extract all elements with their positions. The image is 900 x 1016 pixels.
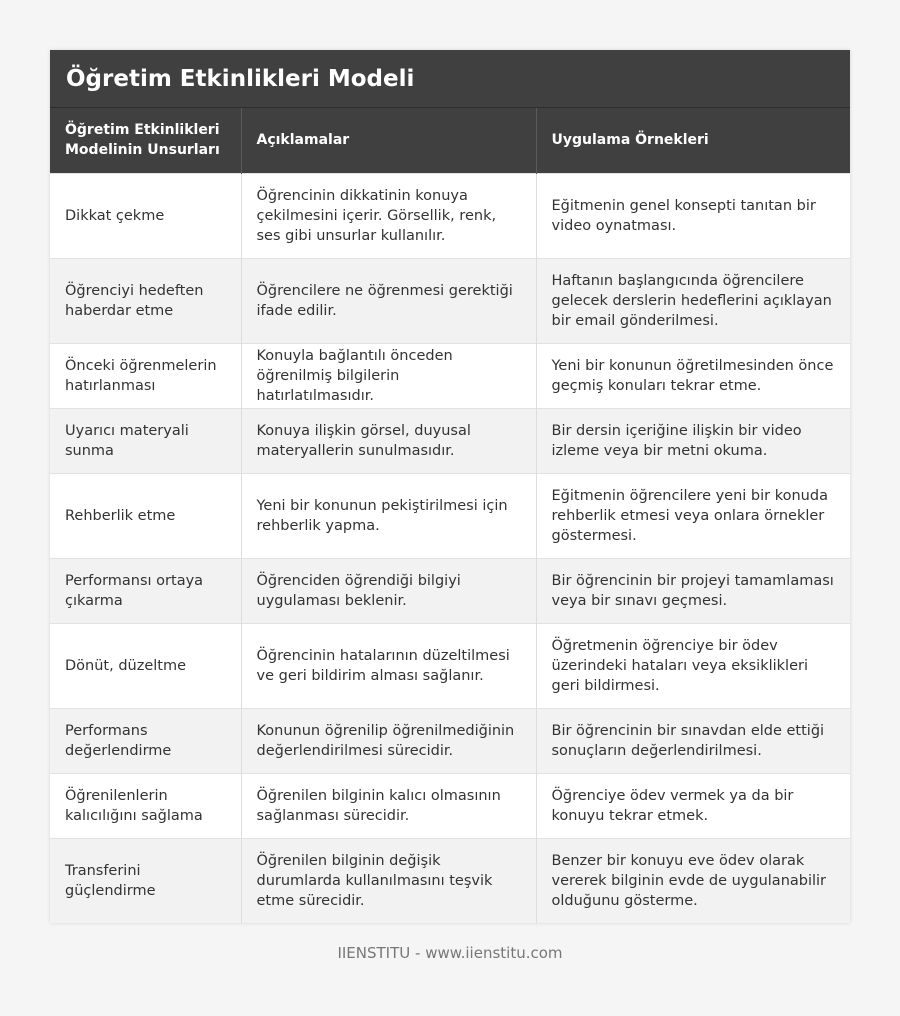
table-cell: Önceki öğrenmelerin hatırlanması (50, 343, 241, 408)
column-header-examples: Uygulama Örnekleri (536, 108, 850, 173)
table-cell: Rehberlik etme (50, 473, 241, 558)
table-title: Öğretim Etkinlikleri Modeli (50, 50, 850, 108)
table-row (50, 708, 850, 773)
column-header-elements: Öğretim Etkinlikleri Modelinin Unsurları (50, 108, 241, 173)
table-cell: Transferini güçlendirme (50, 838, 241, 923)
table-row (50, 173, 850, 258)
table-cell: Öğrenilenlerin kalıcılığını sağlama (50, 773, 241, 838)
table-row (50, 773, 850, 838)
table-row (50, 558, 850, 623)
table-cell: Öğrencinin dikkatinin konuya çekilmesini içerir. Görsellik, renk, ses gibi unsurlar kullanılır. (241, 173, 536, 258)
table-cell: Yeni bir konunun öğretilmesinden önce geçmiş konuları tekrar etme. (536, 343, 850, 408)
table-cell: Eğitmenin öğrencilere yeni bir konuda rehberlik etmesi veya onlara örnekler göstermesi. (536, 473, 850, 558)
table-cell: Öğretmenin öğrenciye bir ödev üzerindeki hataları veya eksiklikleri geri bildirmesi. (536, 623, 850, 708)
data-table (50, 108, 850, 923)
table-cell: Öğrenciyi hedeften haberdar etme (50, 258, 241, 343)
column-header-descriptions: Açıklamalar (241, 108, 536, 173)
table-cell: Bir öğrencinin bir projeyi tamamlaması veya bir sınavı geçmesi. (536, 558, 850, 623)
table-cell: Yeni bir konunun pekiştirilmesi için rehberlik yapma. (241, 473, 536, 558)
table-row (50, 473, 850, 558)
table-row (50, 343, 850, 408)
table-cell: Uyarıcı materyali sunma (50, 408, 241, 473)
table-row (50, 838, 850, 923)
table-cell: Performans değerlendirme (50, 708, 241, 773)
table-cell: Bir öğrencinin bir sınavdan elde ettiği sonuçların değerlendirilmesi. (536, 708, 850, 773)
table-cell: Öğrencilere ne öğrenmesi gerektiği ifade edilir. (241, 258, 536, 343)
table-cell: Performansı ortaya çıkarma (50, 558, 241, 623)
table-cell: Öğrenciden öğrendiği bilgiyi uygulaması beklenir. (241, 558, 536, 623)
table-cell: Eğitmenin genel konsepti tanıtan bir video oynatması. (536, 173, 850, 258)
table-cell: Konunun öğrenilip öğrenilmediğinin değerlendirilmesi sürecidir. (241, 708, 536, 773)
table-cell: Benzer bir konuyu eve ödev olarak vererek bilginin evde de uygulanabilir olduğunu gösterme. (536, 838, 850, 923)
table-cell: Dönüt, düzeltme (50, 623, 241, 708)
footer-credit: IIENSTITU - www.iienstitu.com (337, 944, 563, 962)
table-cell: Bir dersin içeriğine ilişkin bir video izleme veya bir metni okuma. (536, 408, 850, 473)
table-cell: Dikkat çekme (50, 173, 241, 258)
table-row (50, 408, 850, 473)
table-cell: Haftanın başlangıcında öğrencilere gelecek derslerin hedeflerini açıklayan bir email gönderilmesi. (536, 258, 850, 343)
table-row (50, 258, 850, 343)
table-row (50, 623, 850, 708)
table-cell: Konuya ilişkin görsel, duyusal materyallerin sunulmasıdır. (241, 408, 536, 473)
table-cell: Öğrencinin hatalarının düzeltilmesi ve geri bildirim alması sağlanır. (241, 623, 536, 708)
table-cell: Konuyla bağlantılı önceden öğrenilmiş bilgilerin hatırlatılmasıdır. (241, 343, 536, 408)
table-cell: Öğrenilen bilginin kalıcı olmasının sağlanması sürecidir. (241, 773, 536, 838)
header-row (50, 108, 850, 173)
table-card (50, 50, 850, 923)
table-cell: Öğrenilen bilginin değişik durumlarda kullanılmasını teşvik etme sürecidir. (241, 838, 536, 923)
table-cell: Öğrenciye ödev vermek ya da bir konuyu tekrar etmek. (536, 773, 850, 838)
